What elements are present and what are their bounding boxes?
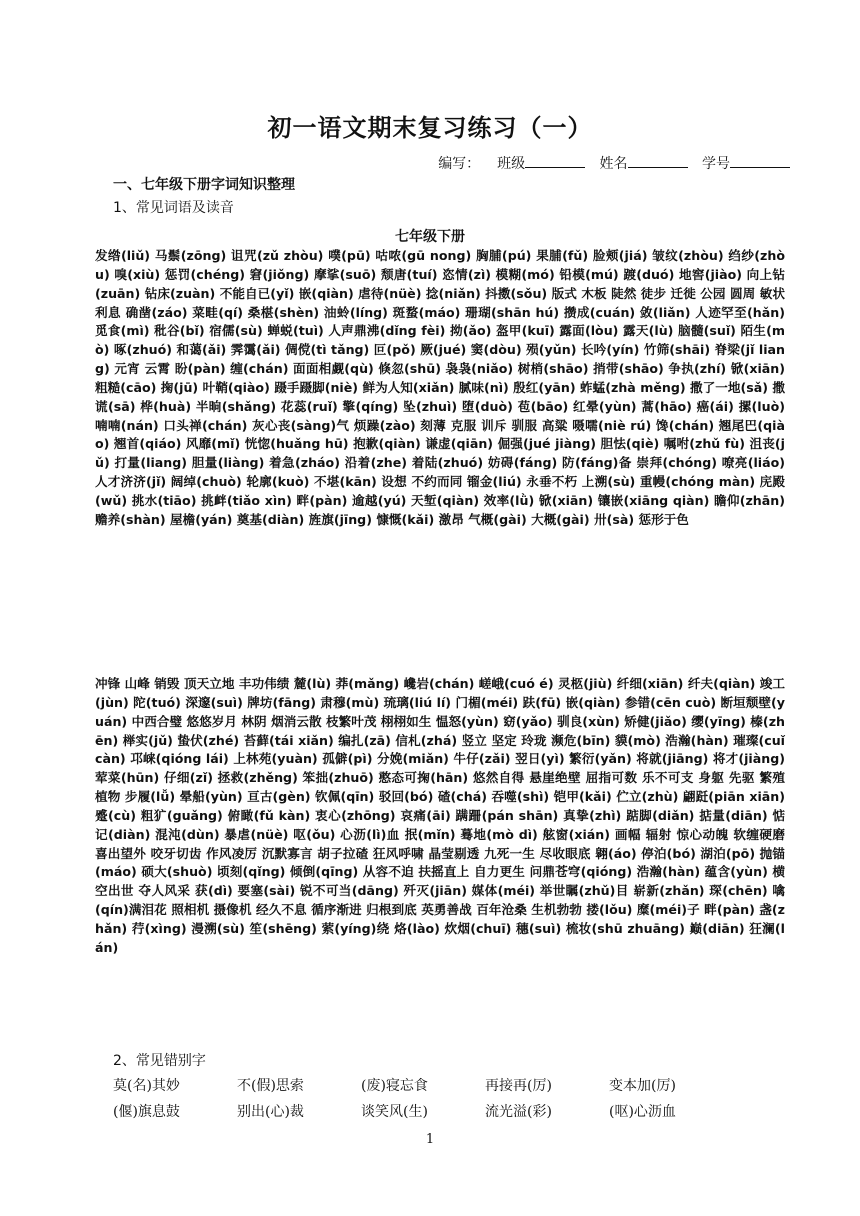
id-field[interactable] [730,155,790,168]
errata-item: 莫(名)其妙 [113,1078,180,1094]
class-field[interactable] [525,155,585,168]
author-label: 编写： [438,156,481,172]
id-label: 学号 [702,156,730,172]
errata-item: 再接再(厉) [485,1078,552,1094]
errata-table [113,1075,763,1121]
errata-item: 不(假)思索 [237,1078,304,1094]
name-label: 姓名 [599,156,628,172]
errata-item: (呕)心沥血 [609,1104,676,1120]
section-heading: 一、七年级下册字词知识整理 [113,177,295,193]
page-title: 初一语文期末复习练习（一） [267,113,593,142]
errata-item: 谈笑风(生) [361,1104,428,1120]
errata-item: 变本加(厉) [609,1078,676,1094]
errata-item: 流光溢(彩) [485,1104,552,1120]
grade-heading: 七年级下册 [395,229,465,245]
vocab-block: 发绺(liǔ) 马鬃(zōng) 诅咒(zǔ zhòu) 噗(pū) 咕哝(gū nong) 胸脯(pú) 果脯(fǔ) 脸颊(jiá) 皱纹(zhòu) 绉纱(zhòu) 嗅(xiù) 惩罚(chéng) 窘(jiǒng) 摩挲(suō) 颓唐(tuí) 恣情(zì) 模糊(mó) 铅模(mú) 踱(duó) 地窖(jiào) 向上钻(zuān) 钻床(zuàn) 不能自已(yǐ) 嵌(qiàn) 虐待(nüè) 捻(niǎn) 抖擞(sǒu) 版式 木板 陡然 徒步 迁徙 公园 圆周 敏状 利息 确凿(záo) 菜畦(qí) 桑椹(shèn) 油蛉(líng) 斑蝥(máo) 珊瑚(shān hú) 攒成(cuán) 敛(liǎn) 人迹罕至(hǎn) 觅食(mì) 秕谷(bǐ) 宿儒(sù) 蝉蜕(tuì) 人声鼎沸(dǐng fèi) 拗(ǎo) 盔甲(kuī) 露面(lòu) 露天(lù) 脑髓(suǐ) 陌生(mò) 啄(zhuó) 和蔼(ǎi) 霁霭(ǎi) 倜傥(tì tǎng) 叵(pǒ) 厥(jué) 窦(dòu) 殒(yǔn) 长吟(yín) 竹筛(shāi) 脊梁(jǐ liang) 元宵 云霄 盼(pàn) 缠(chán) 面面相觑(qù) 倏忽(shū) 袅袅(niǎo) 树梢(shāo) 捎带(shāo) 争执(zhí) 锨(xiān) 粗糙(cāo) 掬(jū) 叶鞘(qiào) 蹑手蹑脚(niè) 鲜为人知(xiǎn) 腻味(nì) 殷红(yān) 蚱蜢(zhà měng) 撒了一地(sǎ) 撒谎(sā) 桦(huà) 半晌(shǎng) 花蕊(ruǐ) 擎(qíng) 坠(zhuì) 堕(duò) 苞(bāo) 红晕(yùn) 蒿(hāo) 癌(ái) 摞(luò) 喃喃(nán) 口头禅(chán) 灰心丧(sàng)气 烦躁(zào) 刻薄 克服 训斥 驯服 高粱 嗫嚅(niè rú) 馋(chán) 翘尾巴(qiào) 翘首(qiáo) 风靡(mǐ) 恍惚(huǎng hū) 抱歉(qiàn) 谦虚(qiān) 倔强(jué jiàng) 胆怯(qiè) 嘱咐(zhǔ fù) 沮丧(jǔ) 打量(liang) 胆量(liàng) 着急(zháo) 沿着(zhe) 着陆(zhuó) 妨碍(fáng) 防(fáng)备 崇拜(chóng) 嘹亮(liáo) 人才济济(jǐ) 阔绰(chuò) 轮廓(kuò) 不堪(kān) 设想 不约而同 镏金(liú) 永垂不朽 上溯(sù) 重幔(chóng màn) 庑殿(wǔ) 挑水(tiāo) 挑衅(tiǎo xìn) 畔(pàn) 逾越(yú) 天堑(qiàn) 效率(lǜ) 锨(xiān) 镶嵌(xiāng qiàn) 瞻仰(zhān) 赡养(shàn) 屋檐(yán) 奠基(diàn) 旌旗(jīng) 慷慨(kǎi) 激昂 气概(gài) 大概(gài) 卅(sà) 惩形于色 [95,248,785,527]
errata-item: (废)寝忘食 [361,1078,428,1094]
class-label: 班级 [497,156,526,172]
page-number: 1 [425,1132,435,1147]
errata-item: (偃)旗息鼓 [113,1104,180,1120]
errata-item: 别出(心)裁 [237,1104,304,1120]
vocab-block: 冲锋 山峰 销毁 顶天立地 丰功伟绩 麓(lù) 莽(mǎng) 巉岩(chán) 嵯峨(cuó é) 灵柩(jiù) 纤细(xiān) 纤夫(qiàn) 竣工(jùn) 陀(tuó) 深邃(suì) 牌坊(fāng) 肃穆(mù) 琉璃(liú lí) 门楣(méi) 趺(fū) 嵌(qiàn) 参错(cēn cuò) 断垣颓壁(yuán) 中西合璧 悠悠岁月 林阴 烟消云散 枝繁叶茂 栩栩如生 愠怒(yùn) 窈(yǎo) 驯良(xùn) 矫健(jiǎo) 缨(yīng) 榛(zhēn) 榉实(jǔ) 蛰伏(zhé) 苔藓(tái xiǎn) 编扎(zā) 信札(zhá) 竖立 坚定 玲珑 濒危(bīn) 貘(mò) 浩瀚(hàn) 璀璨(cuǐ càn) 邛崃(qióng lái) 上林苑(yuàn) 孤僻(pì) 分娩(miǎn) 牛仔(zǎi) 翌日(yì) 繁衍(yǎn) 将就(jiāng) 将才(jiàng) 荤菜(hūn) 仔细(zǐ) 拯救(zhěng) 笨拙(zhuō) 憨态可掬(hān) 悠然自得 悬崖绝壁 屈指可数 乐不可支 身躯 先驱 繁殖 植物 步履(lǚ) 晕船(yùn) 亘古(gèn) 钦佩(qīn) 驳回(bó) 碴(chá) 吞噬(shì) 铠甲(kǎi) 伫立(zhù) 翩跹(piān xiān) 蹙(cù) 粗犷(guǎng) 俯瞰(fǔ kàn) 衷心(zhōng) 哀痛(āi) 蹒跚(pán shān) 真挚(zhì) 踮脚(diǎn) 掂量(diān) 惦记(diàn) 混沌(dùn) 暴虐(nüè) 呕(ǒu) 心沥(lì)血 抿(mǐn) 蓦地(mò dì) 舷窗(xián) 画幅 辐射 惊心动魄 软缠硬磨 喜出望外 咬牙切齿 作风凌厉 沉默寡言 胡子拉碴 狂风呼啸 晶莹剔透 九死一生 尽收眼底 翱(áo) 停泊(bó) 湖泊(pō) 抛锚(máo) 硕大(shuò) 顷刻(qǐng) 倾倒(qīng) 从容不迫 扶摇直上 自力更生 问鼎苍穹(qióng) 浩瀚(hàn) 蕴含(yùn) 横空出世 夺人风采 获(dì) 要塞(sài) 锐不可当(dāng) 歼灭(jiān) 媒体(méi) 举世瞩(zhǔ)目 崭新(zhǎn) 琛(chēn) 噙(qín)满泪花 照相机 摄像机 经久不息 循序渐进 归根到底 英勇善战 百年沧桑 生机勃勃 搂(lǒu) 糜(méi)子 畔(pàn) 盏(zhǎn) 荇(xìng) 漫溯(sù) 笙(shēng) 萦(yíng)绕 烙(lào) 炊烟(chuī) 穗(suì) 梳妆(shū zhuāng) 巅(diān) 狂澜(lán) [95,676,785,955]
subsection-heading: 1、常见词语及读音 [113,200,234,216]
header-meta [438,153,800,173]
subsection-heading: 2、常见错别字 [113,1053,206,1069]
name-field[interactable] [628,155,688,168]
